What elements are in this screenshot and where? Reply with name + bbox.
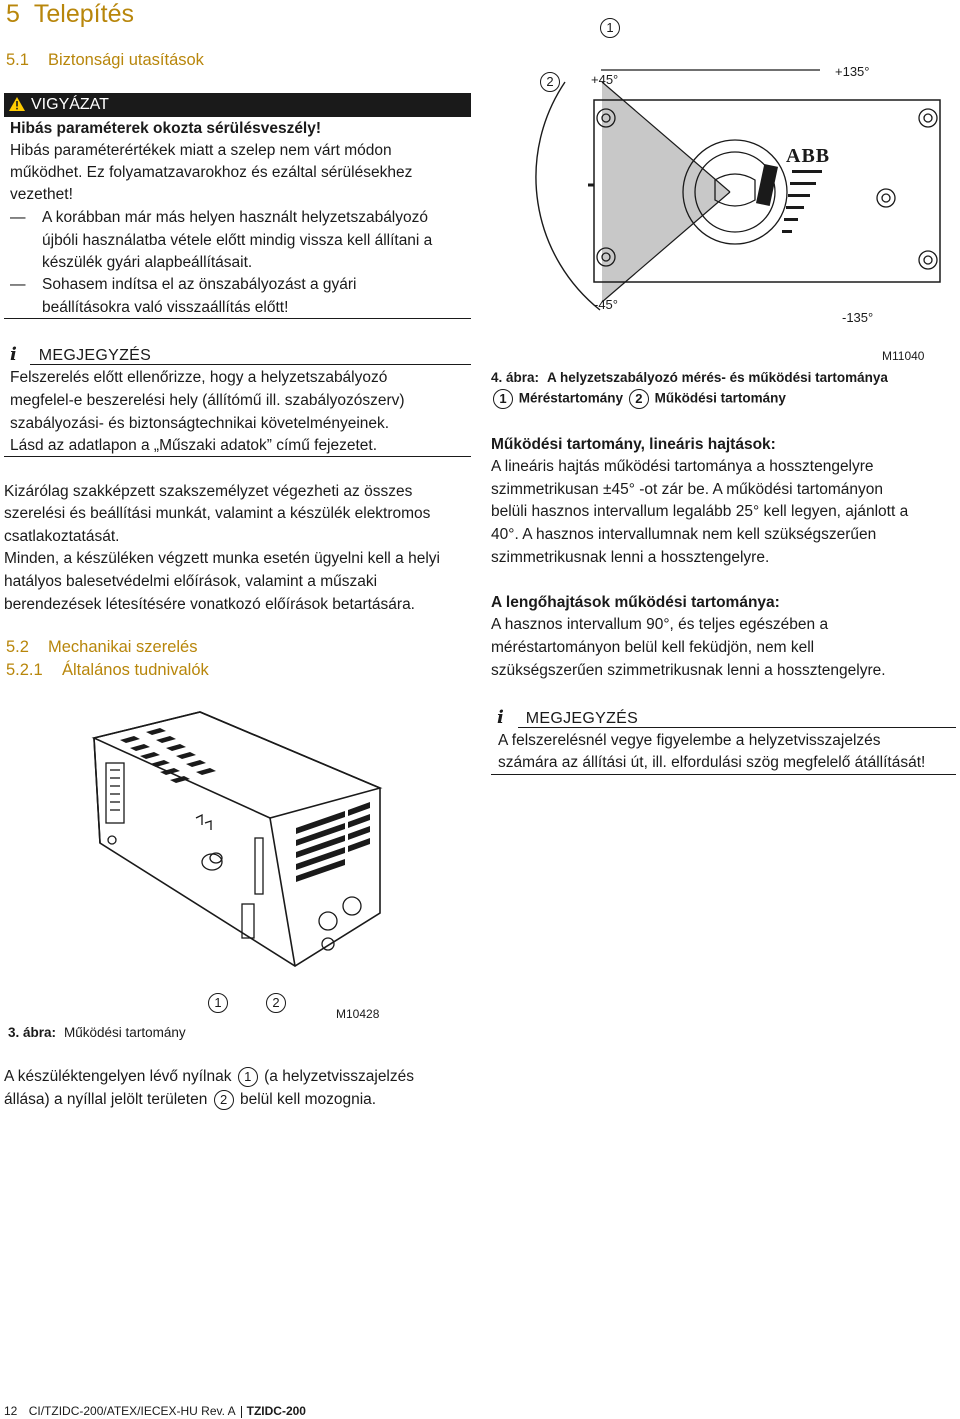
warning-header: VIGYÁZAT [31, 96, 109, 113]
section-5-2-1-heading [6, 661, 209, 680]
text-part: állása) a nyíllal jelölt területen [4, 1091, 208, 1108]
para-1-line-5: hatályos balesetvédelmi előírások, valamint a műszaki [4, 573, 378, 590]
linear-line-5: szimmetrikusnak lenni a hossztengelyre. [491, 549, 770, 566]
section-number: 5.2.1 [6, 661, 43, 679]
para-1-line-4: Minden, a készüléken végzett munka esetén ügyelni kell a helyi [4, 550, 440, 567]
note-2-bottom-rule [491, 774, 956, 775]
text-part: A készüléktengelyen lévő nyílnak [4, 1068, 232, 1085]
bullet-2-line-2: beállításokra való visszaállítás előtt! [42, 298, 289, 316]
figure-3-marker-1 [206, 993, 230, 1013]
arrow-paragraph-line-1 [4, 1066, 414, 1089]
doc-id: CI/TZIDC-200/ATEX/IECEX-HU Rev. A [28, 1404, 236, 1418]
legend-measurement-range: Méréstartomány [518, 390, 624, 406]
note-2-header-rule [518, 727, 956, 728]
note-1-line-2: megfelel-e beszerelési hely (állítómű ill. szabályozószerv) [10, 392, 405, 409]
section-5-1-heading [6, 51, 204, 70]
para-1-line-6: berendezések létesítésére vonatkozó előírások betartására. [4, 596, 415, 613]
scale-marks [782, 170, 822, 233]
note-1-header [10, 344, 151, 365]
bullet-dash: — [10, 276, 26, 293]
note-2-line-1: A felszerelésnél vegye figyelembe a helyzetvisszajelzés [498, 732, 881, 749]
para-1-line-2: szerelési és beállítási munkát, valamint a készülék elektromos [4, 505, 431, 522]
swing-line-2: méréstartományon belül kell feküdjön, nem kell [491, 639, 815, 656]
angle-plus-135: +135° [835, 64, 870, 79]
bullet-1-line-2: újbóli használatba vétele előtt mindig vissza kell állítani a [42, 231, 433, 249]
section-number: 5.2 [6, 638, 29, 656]
caption-label: 3. ábra: [8, 1025, 57, 1040]
working-range-sector [602, 82, 730, 302]
warning-text-1: Hibás paraméterértékek miatt a szelep nem várt módon [10, 142, 392, 159]
side-panel [106, 763, 124, 823]
note-2-header [497, 707, 638, 728]
marker-circle: 1 [600, 18, 620, 38]
measurement-arc [536, 82, 600, 310]
figure-3-device-drawing [90, 708, 390, 970]
warning-header-bar [4, 93, 471, 117]
info-icon: i [10, 344, 18, 365]
angle-minus-135: -135° [842, 310, 874, 325]
note-2-line-2: számára az állítási út, ill. elfordulási szög megfelelő átállítását! [498, 754, 926, 771]
marker-circle: 1 [238, 1067, 258, 1087]
side-vents [296, 802, 370, 882]
figure-4-code: M11040 [882, 349, 925, 363]
abb-logo: ABB [786, 145, 831, 167]
figure-3-caption [8, 1025, 186, 1040]
warning-lead: Hibás paraméterek okozta sérülésveszély! [10, 120, 322, 137]
note-1-line-4: Lásd az adatlapon a „Műszaki adatok” című fejezetet. [10, 437, 378, 454]
para-1-line-3: csatlakoztatását. [4, 528, 120, 545]
marker-circle: 2 [214, 1090, 234, 1110]
text-part: (a helyzetvisszajelzés [264, 1068, 415, 1085]
note-1-header-rule [30, 364, 471, 365]
marker-circle: 1 [208, 993, 228, 1013]
swing-line-1: A hasznos intervallum 90°, és teljes egészében a [491, 616, 829, 633]
figure-4-caption [491, 370, 888, 385]
chapter-title-text: Telepítés [33, 0, 134, 28]
footer-separator [241, 1406, 242, 1418]
chapter-number: 5 [6, 0, 20, 28]
bullet-1-line-1: A korábban már más helyen használt helyzetszabályozó [42, 209, 428, 226]
linear-line-4: 40°. A hasznos intervallumnak nem kell szükségszerűen [491, 526, 877, 543]
caption-text: A helyzetszabályozó mérés- és működési tartománya [547, 370, 888, 385]
figure-3-marker-2 [264, 993, 288, 1013]
marker-circle: 2 [540, 72, 560, 92]
section-5-2-heading [6, 638, 197, 657]
warning-text-2: működhet. Ez folyamatzavarokhoz és ezáltal sérülésekhez [10, 164, 413, 181]
linear-line-1: A lineáris hajtás működési tartománya a hossztengelyre [491, 458, 874, 475]
product-name: TZIDC-200 [246, 1404, 306, 1418]
warning-bullet-1 [10, 207, 470, 275]
device-top-face [94, 712, 380, 818]
warning-bullet-2 [10, 274, 470, 319]
section-title: Biztonsági utasítások [48, 51, 204, 69]
figure-4-marker-1 [598, 18, 622, 38]
bullet-dash: — [10, 209, 26, 226]
linear-heading: Működési tartomány, lineáris hajtások: [491, 436, 776, 453]
info-icon: i [497, 707, 505, 728]
angle-minus-45: -45° [594, 297, 618, 312]
chapter-title [6, 0, 134, 29]
figure-3-code: M10428 [336, 1007, 380, 1021]
linear-line-2: szimmetrikusan ±45° -ot zár be. A működési tartományon [491, 481, 884, 498]
note-1-line-1: Felszerelés előtt ellenőrizze, hogy a helyzetszabályozó [10, 369, 388, 386]
note-1-line-3: szabályozási- és biztonságtechnikai követelményeinek. [10, 415, 390, 432]
caption-label: 4. ábra: [491, 370, 540, 385]
warning-text-3: vezethet! [10, 186, 73, 203]
marker-circle: 2 [629, 389, 649, 409]
marker-circle: 2 [266, 993, 286, 1013]
caption-text: Működési tartomány [64, 1025, 186, 1040]
warning-bottom-rule [4, 318, 471, 319]
swing-heading: A lengőhajtások működési tartománya: [491, 594, 780, 611]
note-2-title: MEGJEGYZÉS [525, 710, 639, 727]
page-number: 12 [4, 1404, 18, 1418]
note-1-bottom-rule [4, 456, 471, 457]
linear-line-3: belüli hasznos intervallum legalább 25° kell legyen, ajánlott a [491, 503, 909, 520]
section-number: 5.1 [6, 51, 29, 69]
marker-circle: 1 [493, 389, 513, 409]
bullet-1-line-3: készülék gyári alapbeállításait. [42, 254, 253, 271]
swing-line-3: szükségszerűen szimmetrikusnak lenni a hossztengelyre. [491, 662, 886, 679]
bullet-2-line-1: Sohasem indítsa el az önszabályozást a gyári [42, 276, 357, 293]
para-1-line-1: Kizárólag szakképzett szakszemélyzet végezheti az összes [4, 483, 413, 500]
text-part: belül kell mozognia. [239, 1091, 377, 1108]
note-1-title: MEGJEGYZÉS [38, 347, 152, 364]
page-footer [4, 1404, 306, 1418]
figure-4-legend [491, 389, 786, 409]
figure-4-range-diagram [490, 20, 960, 350]
legend-working-range: Működési tartomány [654, 390, 786, 406]
arrow-paragraph-line-2 [4, 1089, 376, 1112]
angle-plus-45: +45° [591, 72, 619, 87]
range-marks [196, 815, 211, 830]
figure-4-marker-2 [538, 72, 562, 92]
section-title: Mechanikai szerelés [48, 638, 198, 656]
warning-triangle-icon [9, 93, 25, 117]
section-title: Általános tudnivalók [62, 661, 209, 679]
